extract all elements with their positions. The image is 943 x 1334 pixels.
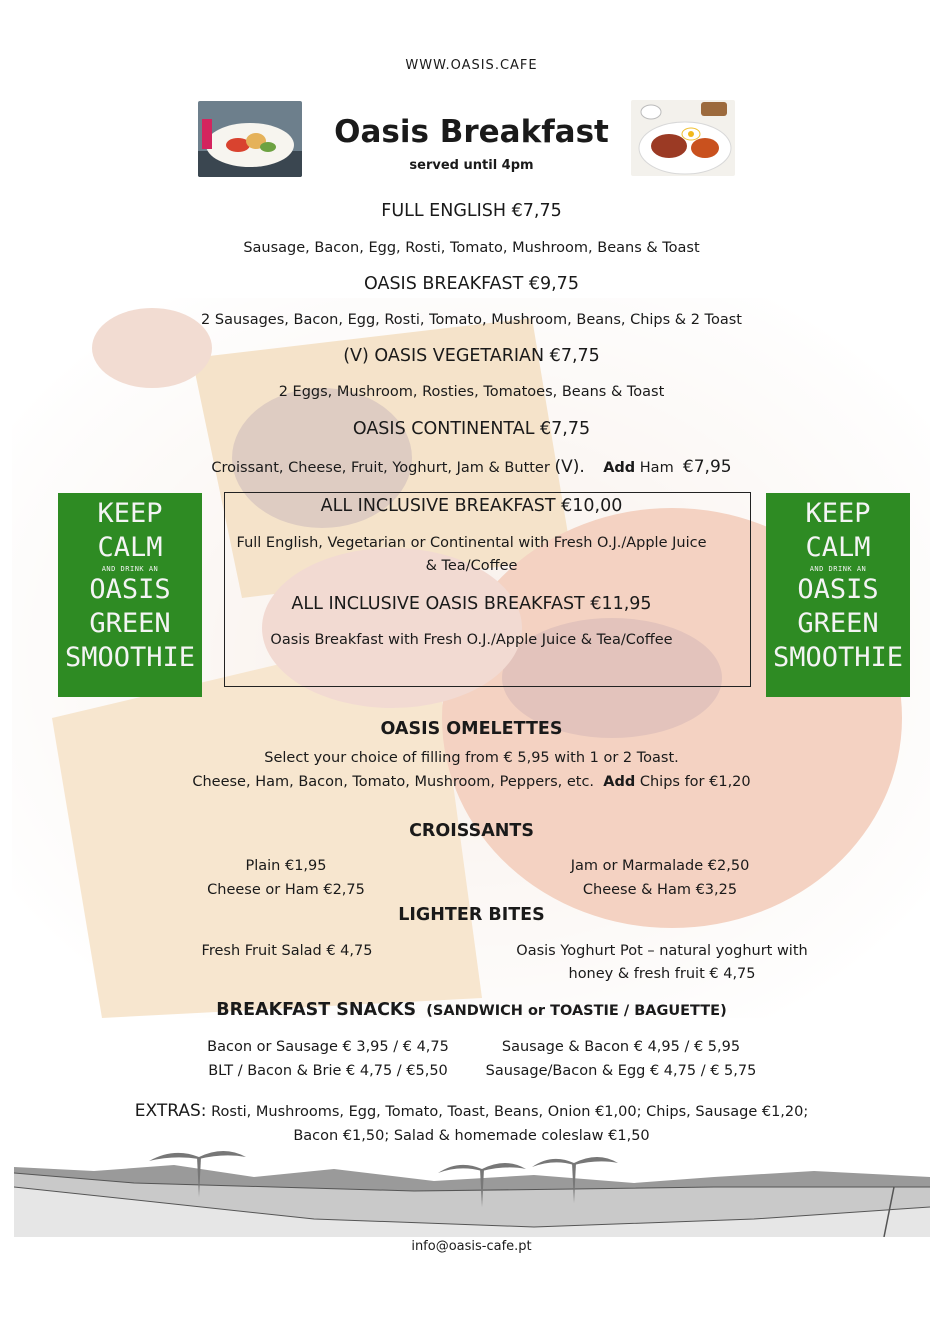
- website-url: WWW.OASIS.CAFE: [405, 58, 538, 73]
- fruit-salad: Fresh Fruit Salad € 4,75: [201, 943, 373, 959]
- all-inclusive-oasis-desc: Oasis Breakfast with Fresh O.J./Apple Juice & Tea/Coffee: [270, 632, 673, 648]
- snack-bacon-or-sausage: Bacon or Sausage € 3,95 / € 4,75: [207, 1039, 449, 1055]
- snacks-title: BREAKFAST SNACKS: [216, 1000, 417, 1020]
- sign-line-oasis: OASIS: [89, 574, 171, 605]
- croissants-heading: CROISSANTS: [409, 821, 534, 841]
- yoghurt-pot-line2: honey & fresh fruit € 4,75: [568, 966, 756, 982]
- all-inclusive-desc-line1: Full English, Vegetarian or Continental with Fresh O.J./Apple Juice: [236, 535, 707, 551]
- omelettes-line1: Select your choice of filling from € 5,95 with 1 or 2 Toast.: [264, 750, 679, 766]
- sign-line-keep: KEEP: [805, 498, 871, 529]
- yoghurt-pot-line1: Oasis Yoghurt Pot – natural yoghurt with: [516, 943, 808, 959]
- item-oasis-vegetarian: (V) OASIS VEGETARIAN €7,75: [343, 346, 600, 366]
- sign-line-oasis: OASIS: [797, 574, 879, 605]
- full-english-photo: [631, 100, 735, 176]
- extras-line2: Bacon €1,50; Salad & homemade coleslaw €1,50: [293, 1128, 650, 1144]
- lighter-bites-heading: LIGHTER BITES: [398, 905, 545, 925]
- all-inclusive-desc-line2: & Tea/Coffee: [425, 558, 518, 574]
- snack-sausage-bacon: Sausage & Bacon € 4,95 / € 5,95: [501, 1039, 741, 1055]
- croissant-plain: Plain €1,95: [245, 858, 327, 874]
- sign-line-smoothie: SMOOTHIE: [772, 642, 904, 673]
- continental-desc-text: Croissant, Cheese, Fruit, Yoghurt, Jam & Butter: [211, 460, 550, 476]
- item-full-english-desc: Sausage, Bacon, Egg, Rosti, Tomato, Mushroom, Beans & Toast: [243, 240, 700, 256]
- vegetarian-mark: (V).: [554, 457, 585, 477]
- extras-items: Rosti, Mushrooms, Egg, Tomato, Toast, Beans, Onion €1,00; Chips, Sausage €1,20;: [211, 1104, 809, 1120]
- snacks-heading: [0, 1000, 943, 1020]
- extras-label: EXTRAS:: [134, 1101, 207, 1121]
- item-oasis-continental: OASIS CONTINENTAL €7,75: [352, 419, 591, 439]
- item-oasis-breakfast-desc: 2 Sausages, Bacon, Egg, Rosti, Tomato, Mushroom, Beans, Chips & 2 Toast: [201, 312, 742, 328]
- item-oasis-vegetarian-desc: 2 Eggs, Mushroom, Rosties, Tomatoes, Beans & Toast: [278, 384, 665, 400]
- all-inclusive-box: [224, 492, 751, 687]
- extras-line1: [0, 1101, 943, 1121]
- sign-line-smoothie: SMOOTHIE: [64, 642, 196, 673]
- sign-line-small: AND DRINK AN: [809, 565, 867, 573]
- menu-subtitle: served until 4pm: [409, 158, 534, 173]
- omelettes-heading: OASIS OMELETTES: [380, 719, 563, 739]
- croissant-jam: Jam or Marmalade €2,50: [570, 858, 750, 874]
- item-full-english: FULL ENGLISH €7,75: [381, 201, 562, 221]
- item-oasis-breakfast: OASIS BREAKFAST €9,75: [364, 274, 579, 294]
- croissant-cheese-ham: Cheese or Ham €2,75: [207, 882, 365, 898]
- snack-sausage-bacon-egg: Sausage/Bacon & Egg € 4,75 / € 5,75: [485, 1063, 757, 1079]
- add-item: Ham: [639, 460, 674, 476]
- omelettes-add-word: Add: [603, 774, 636, 790]
- sign-line-green: GREEN: [797, 608, 879, 639]
- sign-line-green: GREEN: [89, 608, 171, 639]
- sign-line-calm: CALM: [97, 532, 163, 563]
- snacks-subtitle: (SANDWICH or TOASTIE / BAGUETTE): [426, 1003, 727, 1019]
- sign-line-keep: KEEP: [97, 498, 163, 529]
- menu-title: Oasis Breakfast: [334, 114, 609, 150]
- add-item-price: €7,95: [682, 457, 732, 477]
- add-word: Add: [603, 460, 636, 476]
- omelettes-chips: Chips for €1,20: [639, 774, 751, 790]
- sign-line-calm: CALM: [805, 532, 871, 563]
- footer-email[interactable]: info@oasis-cafe.pt: [411, 1239, 532, 1254]
- croissant-cheese-and-ham: Cheese & Ham €3,25: [582, 882, 738, 898]
- all-inclusive-oasis-title: ALL INCLUSIVE OASIS BREAKFAST €11,95: [291, 594, 652, 614]
- item-oasis-continental-desc: [0, 457, 943, 477]
- omelettes-fillings: Cheese, Ham, Bacon, Tomato, Mushroom, Peppers, etc.: [192, 774, 595, 790]
- palm-beach-illustration: [14, 1147, 930, 1237]
- omelettes-line2: [0, 774, 943, 790]
- sign-line-small: AND DRINK AN: [101, 565, 159, 573]
- all-inclusive-title: ALL INCLUSIVE BREAKFAST €10,00: [320, 496, 623, 516]
- snack-blt: BLT / Bacon & Brie € 4,75 / €5,50: [208, 1063, 448, 1079]
